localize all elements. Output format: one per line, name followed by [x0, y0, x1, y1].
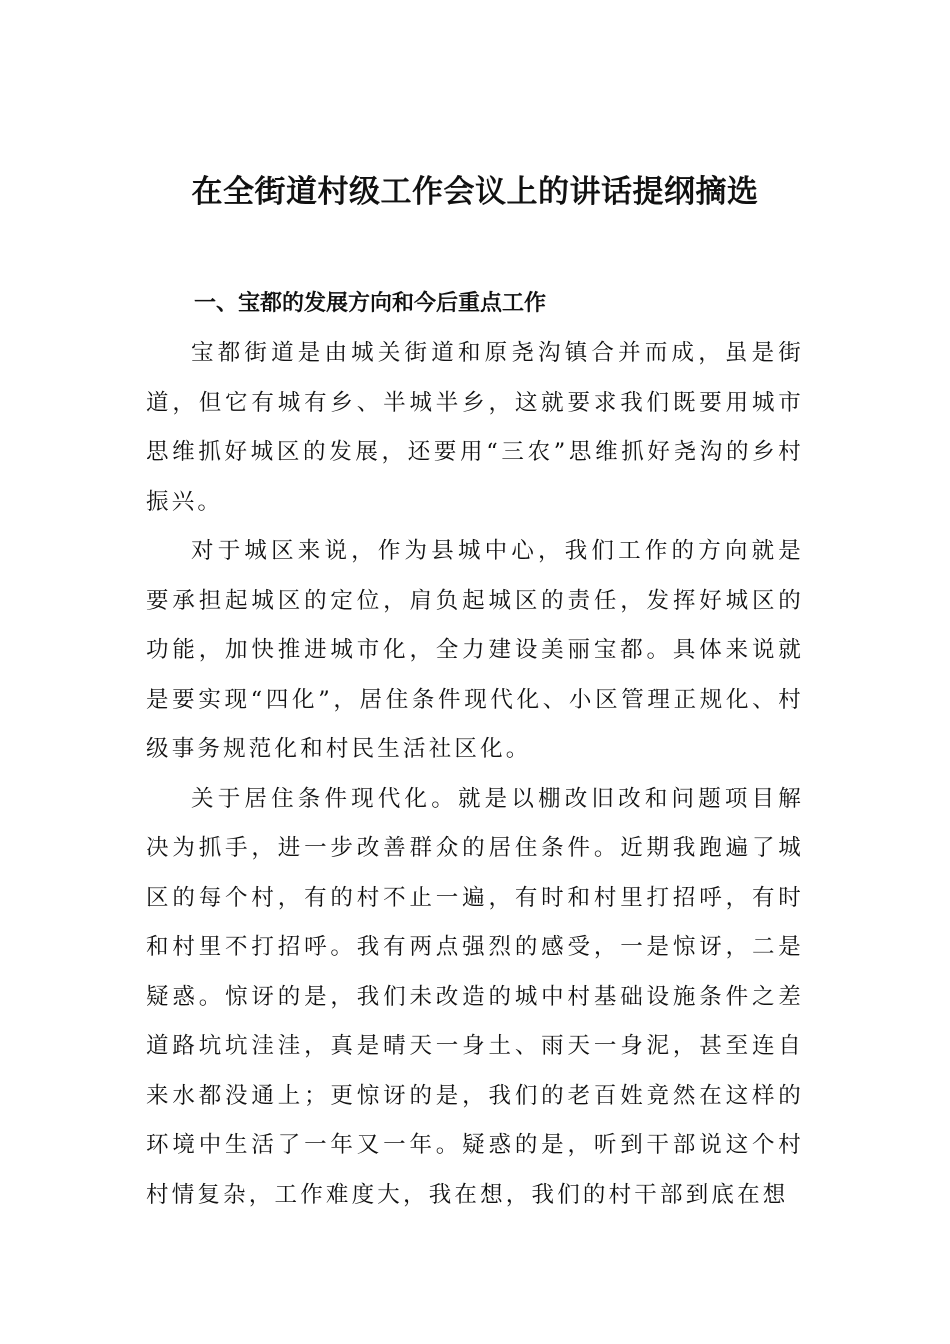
section-heading: 一、宝都的发展方向和今后重点工作	[194, 291, 547, 316]
paragraph-3-lead: 关于居住条件现代化。	[191, 785, 458, 812]
paragraph-3	[146, 775, 804, 1221]
document-body	[146, 279, 804, 1220]
paragraph-1: 宝都街道是由城关街道和原尧沟镇合并而成，虽是街道，但它有城有乡、半城半乡，这就要求我们既要用城市思维抓好城区的发展，还要用“三农”思维抓好尧沟的乡村振兴。	[146, 340, 804, 515]
paragraph-2: 对于城区来说，作为县城中心，我们工作的方向就是要承担起城区的定位，肩负起城区的责任，发挥好城区的功能，加快推进城市化，全力建设美丽宝都。具体来说就是要实现“四化”，居住条件现代化、小区管理正规化、村级事务规范化和村民生活社区化。	[146, 538, 804, 762]
document-title: 在全街道村级工作会议上的讲话提纲摘选	[191, 174, 759, 210]
paragraph-3-body: 就是以棚改旧改和问题项目解决为抓手，进一步改善群众的居住条件。近期我跑遍了城区的每个村，有的村不止一遍，有时和村里打招呼，有时和村里不打招呼。我有两点强烈的感受，一是惊讶，二是疑惑。惊讶的是，我们未改造的城中村基础设施条件之差道路坑坑洼洼，真是晴天一身土、雨天一身泥，甚至连自来水都没通上；更惊讶的是，我们的老百姓竟然在这样的环境中生活了一年又一年。疑惑的是，听到干部说这个村村情复杂，工作难度大，我在想，我们的村干部到底在想	[146, 785, 804, 1208]
